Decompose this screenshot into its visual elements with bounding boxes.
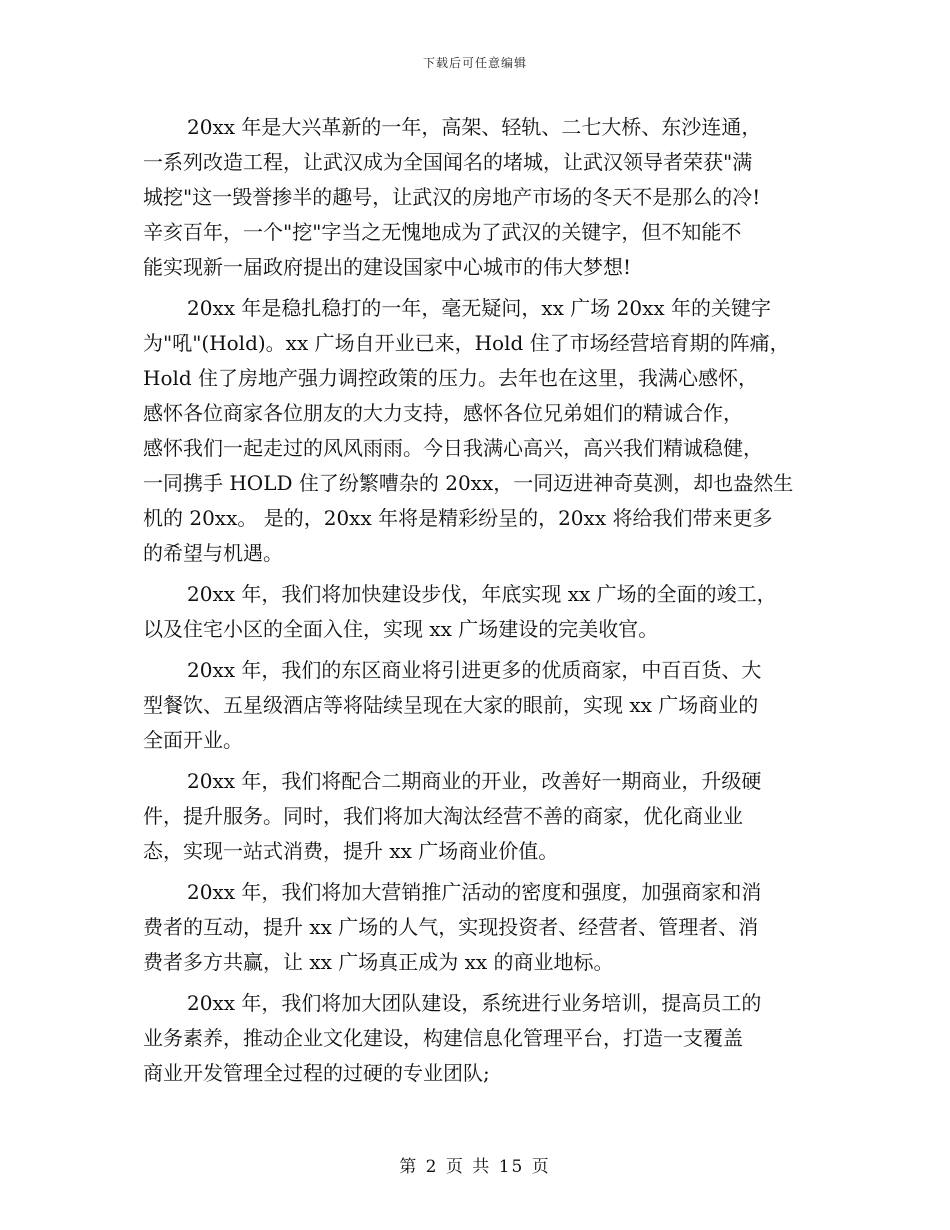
text-line: 20xx 年，我们将加大营销推广活动的密度和强度，加强商家和消: [187, 880, 762, 904]
text-line: 感怀各位商家各位朋友的大力支持，感怀各位兄弟姐们的精诚合作，: [143, 401, 743, 425]
text-line: 业务素养，推动企业文化建设，构建信息化管理平台，打造一支覆盖: [143, 1026, 743, 1050]
paragraph: [143, 110, 810, 285]
paragraph: [143, 291, 810, 571]
paragraph: [143, 577, 810, 647]
text-line: 城挖"这一毁誉掺半的趣号，让武汉的房地产市场的冬天不是那么的冷!: [143, 185, 761, 209]
text-line: 型餐饮、五星级酒店等将陆续呈现在大家的眼前，实现 xx 广场商业的: [143, 693, 759, 717]
text-line: 以及住宅小区的全面入住，实现 xx 广场建设的完美收官。: [143, 617, 659, 641]
paragraph: [143, 653, 810, 758]
text-line: 感怀我们一起走过的风风雨雨。今日我满心高兴，高兴我们精诚稳健，: [143, 436, 763, 460]
text-line: 费者多方共赢，让 xx 广场真正成为 xx 的商业地标。: [143, 950, 614, 974]
text-line: 态，实现一站式消费，提升 xx 广场商业价值。: [143, 839, 559, 863]
text-line: 费者的互动，提升 xx 广场的人气，实现投资者、经营者、管理者、消: [143, 915, 759, 939]
text-line: 一系列改造工程，让武汉成为全国闻名的堵城，让武汉领导者荣获"满: [143, 150, 753, 174]
text-line: 20xx 年，我们将加大团队建设，系统进行业务培训，提高员工的: [187, 991, 762, 1015]
text-line: 20xx 年是大兴革新的一年，高架、轻轨、二七大桥、东沙连通，: [187, 115, 762, 139]
text-line: 件，提升服务。同时，我们将加大淘汰经营不善的商家，优化商业业: [143, 804, 743, 828]
text-line: 的希望与机遇。: [143, 541, 283, 565]
text-line: 辛亥百年，一个"挖"字当之无愧地成为了武汉的关键字，但不知能不: [143, 220, 742, 244]
paragraph: [143, 764, 810, 869]
text-line: 机的 20xx。 是的，20xx 年将是精彩纷呈的，20xx 将给我们带来更多: [143, 506, 773, 530]
text-line: 20xx 年，我们的东区商业将引进更多的优质商家，中百百货、大: [187, 658, 762, 682]
page-header: 下载后可任意编辑: [422, 56, 527, 70]
text-line: 20xx 年，我们将加快建设步伐，年底实现 xx 广场的全面的竣工，: [187, 582, 777, 606]
text-line: 20xx 年是稳扎稳打的一年，毫无疑问，xx 广场 20xx 年的关键字: [187, 296, 772, 320]
text-line: 20xx 年，我们将配合二期商业的开业，改善好一期商业，升级硬: [187, 769, 762, 793]
text-line: 商业开发管理全过程的过硬的专业团队;: [143, 1061, 490, 1085]
text-line: 全面开业。: [143, 728, 243, 752]
paragraph: [143, 986, 810, 1091]
text-line: Hold 住了房地产强力调控政策的压力。去年也在这里，我满心感怀，: [143, 366, 759, 390]
text-line: 能实现新一届政府提出的建设国家中心城市的伟大梦想!: [143, 255, 632, 279]
page-footer: 第 2 页 共 15 页: [399, 1157, 551, 1177]
document-body: [143, 110, 810, 1097]
text-line: 一同携手 HOLD 住了纷繁嘈杂的 20xx，一同迈进神奇莫测，却也盎然生: [143, 471, 794, 495]
text-line: 为"吼"(Hold)。xx 广场自开业已来，Hold 住了市场经营培育期的阵痛，: [143, 331, 790, 355]
paragraph: [143, 875, 810, 980]
